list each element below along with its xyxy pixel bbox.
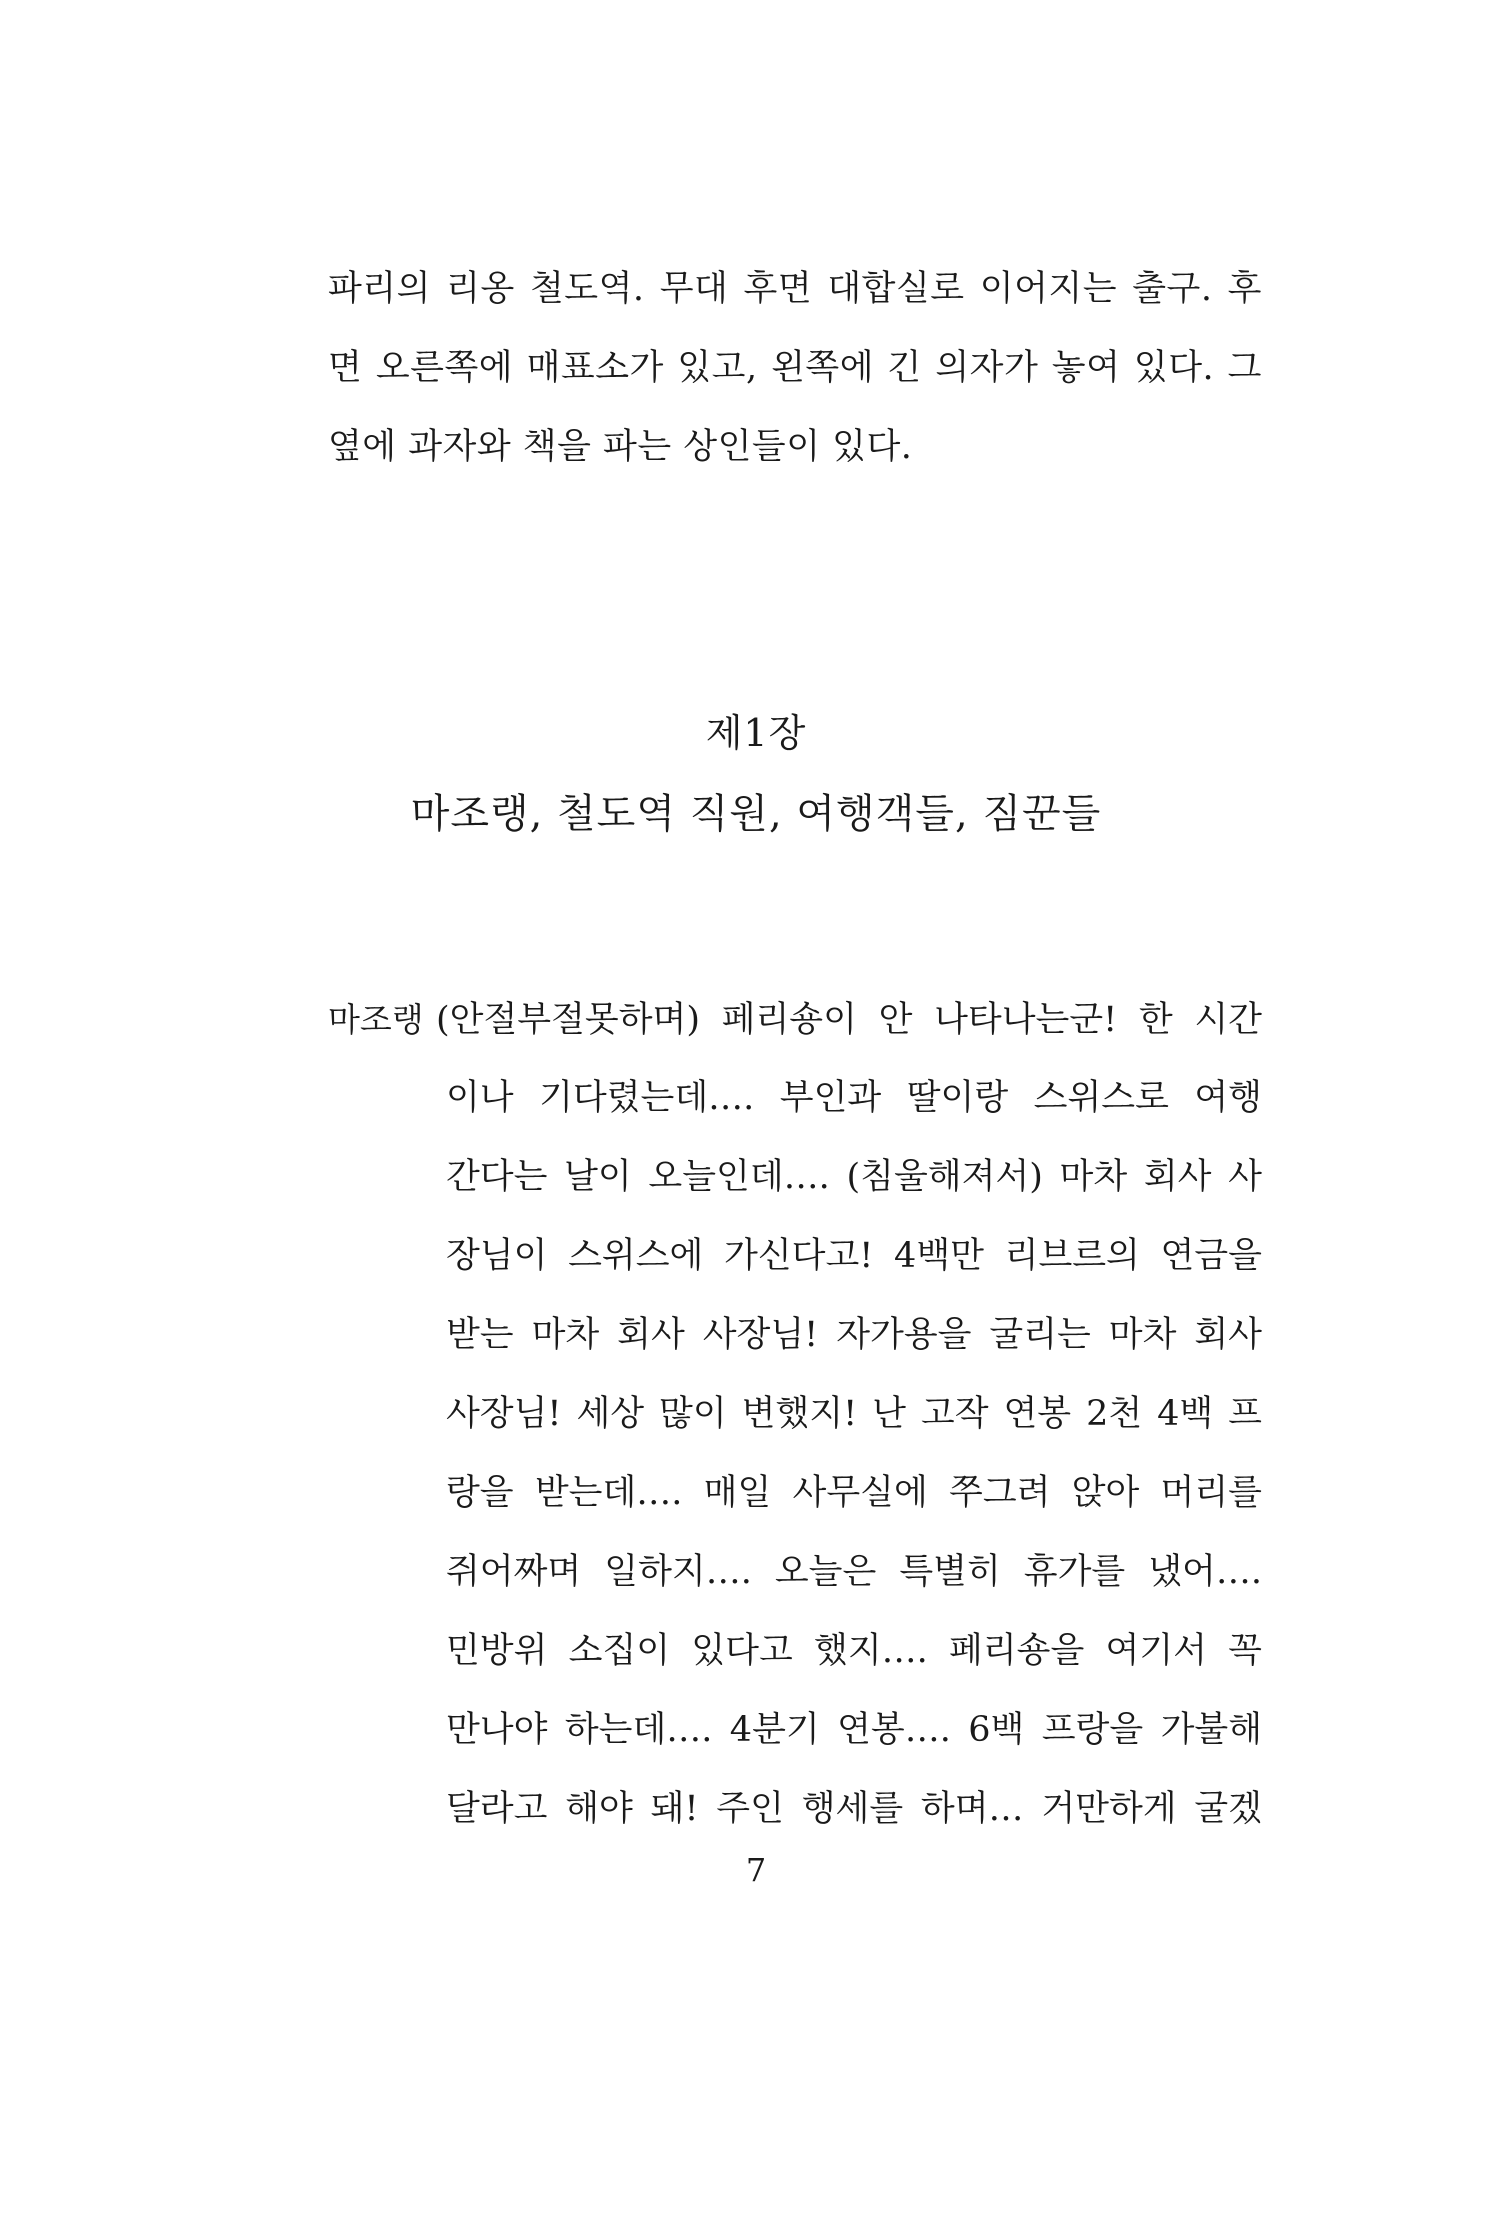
scene-characters: 마조랭, 철도역 직원, 여행객들, 짐꾼들 (410, 791, 1102, 837)
dialogue-line: 받는 마차 회사 사장님! 자가용을 굴리는 마차 회사 (446, 1315, 1262, 1355)
stage-direction-line: 면 오른쪽에 매표소가 있고, 왼쪽에 긴 의자가 놓여 있다. 그 (328, 348, 1262, 388)
dialogue-line: 민방위 소집이 있다고 했지…. 페리숑을 여기서 꼭 (446, 1631, 1262, 1671)
dialogue-line: 간다는 날이 오늘인데…. (침울해져서) 마차 회사 사 (446, 1157, 1262, 1197)
scene-number: 제1장 (705, 711, 807, 755)
stage-directions (328, 250, 1262, 487)
dialogue-line (328, 980, 1262, 1059)
dialogue-line: 달라고 해야 돼! 주인 행세를 하며… 거만하게 굴겠 (446, 1789, 1262, 1829)
stage-direction-line: 옆에 과자와 책을 파는 상인들이 있다. (328, 427, 913, 467)
dialogue-line: 랑을 받는데…. 매일 사무실에 쭈그려 앉아 머리를 (446, 1473, 1262, 1513)
dialogue-block (328, 980, 1262, 1849)
dialogue-line: 만나야 하는데…. 4분기 연봉…. 6백 프랑을 가불해 (446, 1710, 1262, 1750)
speaker-name: 마조랭 (328, 1000, 424, 1039)
page-number: 7 (745, 1851, 767, 1889)
dialogue-line: 장님이 스위스에 가신다고! 4백만 리브르의 연금을 (446, 1236, 1262, 1276)
dialogue-text: (안절부절못하며) 페리숑이 안 나타나는군! 한 시간 (436, 1000, 1262, 1040)
stage-direction-line: 파리의 리옹 철도역. 무대 후면 대합실로 이어지는 출구. 후 (328, 269, 1262, 309)
dialogue-line: 이나 기다렸는데…. 부인과 딸이랑 스위스로 여행 (446, 1078, 1262, 1118)
scene-heading (0, 700, 1512, 854)
dialogue-line: 쥐어짜며 일하지…. 오늘은 특별히 휴가를 냈어…. (446, 1552, 1262, 1592)
dialogue-line: 사장님! 세상 많이 변했지! 난 고작 연봉 2천 4백 프 (446, 1394, 1262, 1434)
